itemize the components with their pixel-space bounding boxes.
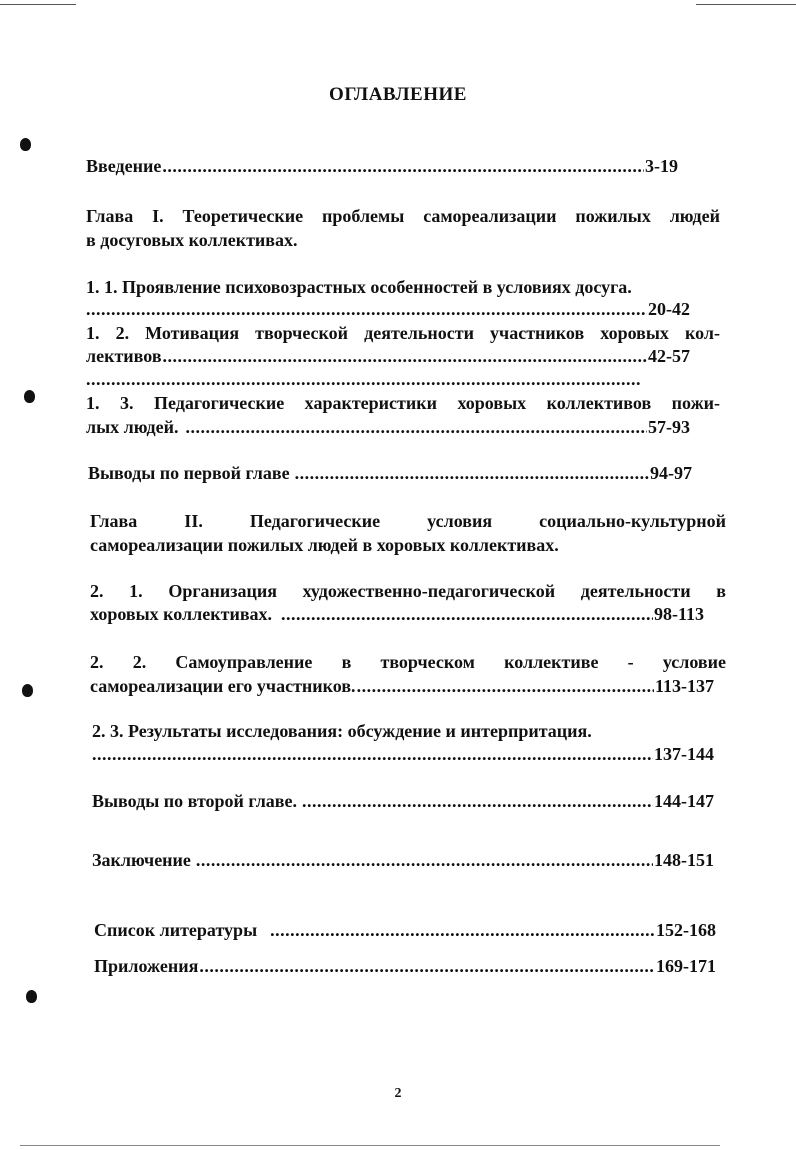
toc-entry-title: Список литературы: [94, 920, 258, 940]
chapter-1-heading-line1: Глава I. Теоретические проблемы самореализации пожилых людей: [86, 206, 720, 226]
toc-entry-pages: 152-168: [656, 920, 716, 940]
dot-leader: [86, 298, 647, 320]
toc-entry-title: лективов: [86, 346, 162, 366]
chapter-1-heading-line2: в досуговых коллективах.: [86, 230, 298, 250]
toc-entry-pages: 144-147: [654, 791, 714, 811]
stray-dot-leader: [86, 368, 640, 390]
toc-entry-title: Выводы по второй главе.: [92, 791, 297, 811]
binder-hole-1: [20, 138, 31, 151]
dot-leader: [302, 790, 653, 812]
toc-entry-intro: [86, 155, 678, 177]
toc-entry-1-3-line1: 1. 3. Педагогические характеристики хоровых коллективов пожи-: [86, 393, 720, 413]
toc-entry-1-1-pages-line: [86, 298, 690, 320]
dot-leader: [281, 603, 653, 625]
toc-entry-pages: 113-137: [654, 676, 714, 696]
dot-leader: [295, 462, 649, 484]
toc-entry-1-2-line2: [86, 345, 690, 367]
toc-entry-1-1-title: 1. 1. Проявление психовозрастных особенностей в условиях досуга.: [86, 277, 632, 297]
scan-edge-bottom: [20, 1145, 720, 1146]
toc-entry-title: самореализации его участников.: [90, 676, 356, 696]
binder-hole-2: [24, 390, 35, 403]
chapter-2-heading-line1: Глава II. Педагогические условия социально-культурной: [90, 511, 726, 531]
toc-entry-2-3-title: 2. 3. Результаты исследования: обсуждение и интерпритация.: [92, 721, 592, 741]
toc-entry-references: [94, 919, 716, 941]
toc-entry-title: Заключение: [92, 850, 191, 870]
toc-entry-pages: 169-171: [656, 956, 716, 976]
chapter-2-heading-line2: самореализации пожилых людей в хоровых коллективах.: [90, 535, 559, 555]
toc-entry-2-3-pages-line: [92, 743, 714, 765]
scan-edge-top-left: [0, 4, 76, 5]
toc-entry-pages: 3-19: [645, 156, 678, 176]
binder-hole-3: [22, 684, 33, 697]
toc-entry-pages: 57-93: [648, 417, 690, 437]
toc-entry-1-2-line1: 1. 2. Мотивация творческой деятельности участников хоровых кол-: [86, 323, 720, 343]
binder-hole-4: [26, 990, 37, 1003]
dot-leader: [199, 955, 655, 977]
toc-entry-pages: 42-57: [648, 346, 690, 366]
toc-entry-pages: 137-144: [654, 744, 714, 764]
dot-leader: [270, 919, 655, 941]
dot-leader: [163, 345, 647, 367]
toc-entry-2-2-line2: [90, 675, 714, 697]
toc-entry-pages: 20-42: [648, 299, 690, 319]
toc-entry-title: Введение: [86, 156, 162, 176]
toc-entry-2-2-line1: 2. 2. Самоуправление в творческом коллективе - условие: [90, 652, 726, 672]
toc-entry-2-1-line1: 2. 1. Организация художественно-педагогической деятельности в: [90, 581, 726, 601]
page-number: 2: [394, 1086, 402, 1101]
dot-leader: [92, 743, 653, 765]
toc-entry-2-1-line2: [90, 603, 704, 625]
toc-entry-conclusions-1: [88, 462, 692, 484]
dot-leader: [357, 675, 654, 697]
toc-entry-conclusions-2: [92, 790, 714, 812]
toc-entry-conclusion: [92, 849, 714, 871]
toc-entry-pages: 94-97: [650, 463, 692, 483]
page-title: ОГЛАВЛЕНИЕ: [329, 84, 467, 105]
dot-leader: [196, 849, 653, 871]
toc-entry-1-3-line2: [86, 416, 690, 438]
toc-entry-title: хоровых коллективах.: [90, 604, 273, 624]
toc-entry-title: лых людей.: [86, 417, 179, 437]
toc-entry-title: Выводы по первой главе: [88, 463, 290, 483]
toc-entry-pages: 148-151: [654, 850, 714, 870]
dot-leader: [185, 416, 647, 438]
toc-entry-pages: 98-113: [653, 604, 704, 624]
toc-entry-title: Приложения: [94, 956, 199, 976]
dot-leader: [162, 155, 644, 177]
scan-edge-top-right: [696, 4, 796, 5]
toc-entry-appendix: [94, 955, 716, 977]
